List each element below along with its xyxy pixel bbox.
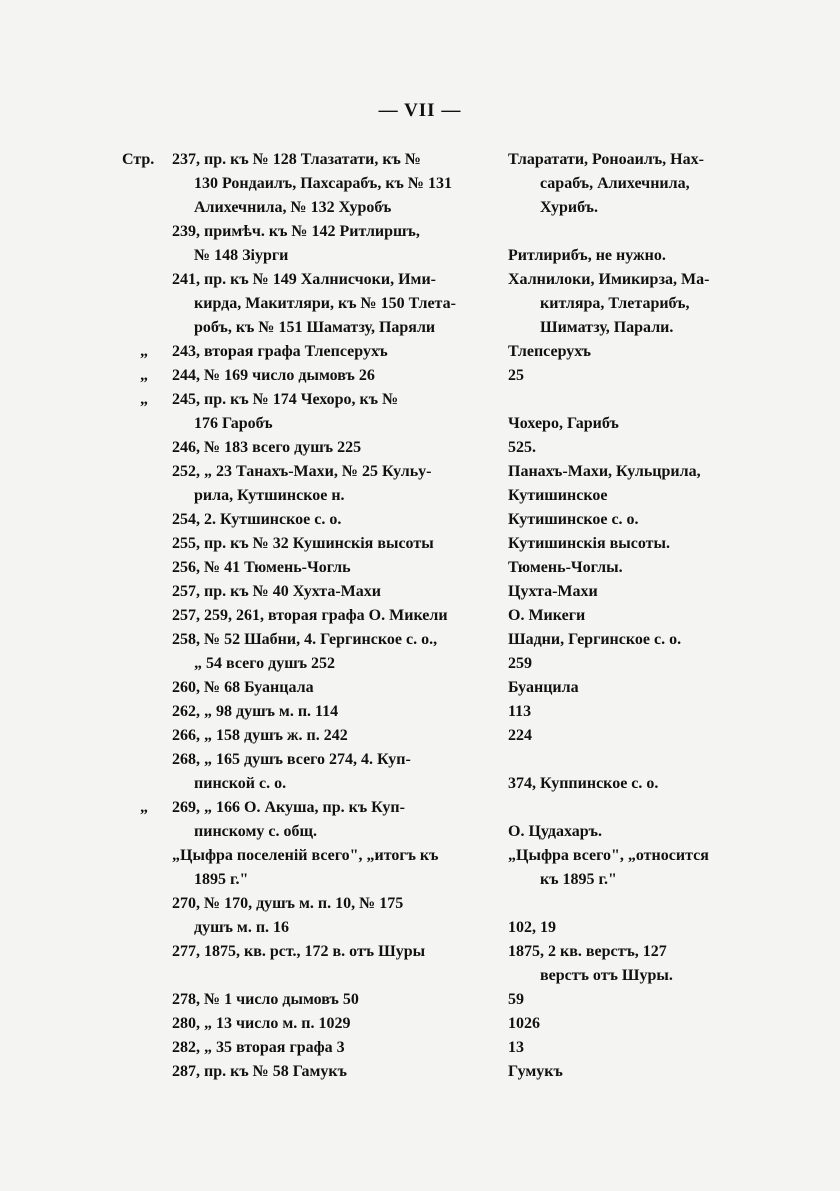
errata-reference: 243, вторая графа Тлепсерухъ xyxy=(172,343,388,360)
errata-row xyxy=(0,724,840,748)
errata-row xyxy=(0,604,840,628)
errata-reference: 244, № 169 число дымовъ 26 xyxy=(172,367,375,384)
ditto-mark: „ xyxy=(140,391,148,408)
errata-correction: къ 1895 г." xyxy=(540,871,617,888)
errata-reference: 241, пр. къ № 149 Халнисчоки, Ими- xyxy=(172,271,436,288)
errata-reference: пинскому с. общ. xyxy=(194,823,317,840)
errata-row xyxy=(0,556,840,580)
errata-correction: Панахъ-Махи, Кульцрила, xyxy=(508,463,701,480)
ditto-mark: „ xyxy=(140,343,148,360)
errata-correction: 102, 19 xyxy=(508,919,556,936)
errata-reference: 277, 1875, кв. рст., 172 в. отъ Шуры xyxy=(172,943,426,960)
errata-correction: 525. xyxy=(508,439,536,456)
errata-reference: душъ м. п. 16 xyxy=(194,919,290,936)
errata-reference: 254, 2. Кутшинское с. о. xyxy=(172,511,342,528)
errata-reference: 257, пр. къ № 40 Хухта-Махи xyxy=(172,583,381,600)
errata-reference: 270, № 170, душъ м. п. 10, № 175 xyxy=(172,895,404,912)
errata-row xyxy=(0,388,840,412)
errata-row xyxy=(0,220,840,244)
errata-reference: 262, „ 98 душъ м. п. 114 xyxy=(172,703,339,720)
errata-reference: 278, № 1 число дымовъ 50 xyxy=(172,991,359,1008)
errata-row xyxy=(0,268,840,292)
errata-correction: Шиматзу, Парали. xyxy=(540,319,674,336)
errata-reference: „ 54 всего душъ 252 xyxy=(194,655,336,672)
errata-row xyxy=(0,652,840,676)
errata-row xyxy=(0,580,840,604)
errata-row xyxy=(0,844,840,868)
errata-row xyxy=(0,868,840,892)
errata-row xyxy=(0,196,840,220)
errata-row xyxy=(0,1012,840,1036)
ditto-mark: „ xyxy=(140,367,148,384)
errata-row xyxy=(0,748,840,772)
errata-reference: 282, „ 35 вторая графа 3 xyxy=(172,1039,345,1056)
errata-correction: 59 xyxy=(508,991,524,1008)
errata-correction: Ритлирибъ, не нужно. xyxy=(508,247,666,264)
errata-correction: Халнилоки, Имикирза, Ма- xyxy=(508,271,710,288)
errata-correction: 113 xyxy=(508,703,532,720)
errata-row xyxy=(0,172,840,196)
errata-reference: пинской с. о. xyxy=(194,775,287,792)
errata-reference: 176 Гаробъ xyxy=(194,415,273,432)
errata-row xyxy=(0,1036,840,1060)
errata-reference: 245, пр. къ № 174 Чехоро, къ № xyxy=(172,391,399,408)
errata-row xyxy=(0,148,840,172)
errata-correction: О. Микеги xyxy=(508,607,586,624)
errata-correction: „Цыфра всего", „относится xyxy=(508,847,709,864)
errata-reference: 237, пр. къ № 128 Тлазатати, къ № xyxy=(172,151,421,168)
errata-row xyxy=(0,892,840,916)
errata-reference: рила, Кутшинское н. xyxy=(194,487,345,504)
errata-reference: 255, пр. къ № 32 Кушинскія высоты xyxy=(172,535,434,552)
errata-reference: робъ, къ № 151 Шаматзу, Паряли xyxy=(194,319,436,336)
errata-correction: Тларатати, Роноаилъ, Нах- xyxy=(508,151,704,168)
errata-row xyxy=(0,460,840,484)
errata-correction: Чохеро, Гарибъ xyxy=(508,415,619,432)
errata-row xyxy=(0,316,840,340)
errata-correction: О. Цудахаръ. xyxy=(508,823,602,840)
errata-row xyxy=(0,676,840,700)
errata-row xyxy=(0,364,840,388)
errata-row xyxy=(0,940,840,964)
errata-reference: „Цыфра поселеній всего", „итогъ къ xyxy=(172,847,439,864)
errata-correction: 259 xyxy=(508,655,532,672)
errata-reference: 266, „ 158 душъ ж. п. 242 xyxy=(172,727,348,744)
errata-correction: Шадни, Гергинское с. о. xyxy=(508,631,682,648)
errata-correction: верстъ отъ Шуры. xyxy=(540,967,673,984)
errata-row xyxy=(0,436,840,460)
errata-row xyxy=(0,508,840,532)
errata-correction: Хурибъ. xyxy=(540,199,598,216)
errata-correction: 374, Куппинское с. о. xyxy=(508,775,659,792)
errata-row xyxy=(0,964,840,988)
errata-reference: кирда, Макитляри, къ № 150 Тлета- xyxy=(194,295,456,312)
errata-reference: 239, примѣч. къ № 142 Ритлиршъ, xyxy=(172,223,420,240)
errata-reference: Алихечнила, № 132 Хуробъ xyxy=(194,199,392,216)
errata-reference: 287, пр. къ № 58 Гамукъ xyxy=(172,1063,347,1080)
errata-row xyxy=(0,1060,840,1084)
errata-correction: сарабъ, Алихечнила, xyxy=(540,175,690,192)
errata-reference: 268, „ 165 душъ всего 274, 4. Куп- xyxy=(172,751,411,768)
errata-correction: Гумукъ xyxy=(508,1063,563,1080)
errata-row xyxy=(0,820,840,844)
errata-row xyxy=(0,916,840,940)
errata-reference: 130 Рондаилъ, Пахсарабъ, къ № 131 xyxy=(194,175,452,192)
page-number: — VII — xyxy=(378,100,462,121)
errata-correction: Тлепсерухъ xyxy=(508,343,591,360)
errata-reference: № 148 Зіурги xyxy=(194,247,289,264)
errata-correction: Цухта-Махи xyxy=(508,583,598,600)
errata-reference: 260, № 68 Буанцала xyxy=(172,679,314,696)
errata-correction: 25 xyxy=(508,367,524,384)
errata-reference: 252, „ 23 Танахъ-Махи, № 25 Кульу- xyxy=(172,463,432,480)
errata-row xyxy=(0,628,840,652)
errata-row xyxy=(0,292,840,316)
errata-correction: Буанцила xyxy=(508,679,579,696)
errata-row xyxy=(0,412,840,436)
errata-row xyxy=(0,340,840,364)
errata-correction: китляра, Тлетарибъ, xyxy=(540,295,690,312)
errata-correction: 224 xyxy=(508,727,532,744)
errata-correction: Кутишинскія высоты. xyxy=(508,535,671,552)
errata-reference: 246, № 183 всего душъ 225 xyxy=(172,439,362,456)
errata-row xyxy=(0,244,840,268)
errata-reference: 280, „ 13 число м. п. 1029 xyxy=(172,1015,351,1032)
errata-correction: 13 xyxy=(508,1039,524,1056)
errata-reference: 269, „ 166 О. Акуша, пр. къ Куп- xyxy=(172,799,405,816)
errata-row xyxy=(0,532,840,556)
errata-row xyxy=(0,796,840,820)
errata-row xyxy=(0,484,840,508)
ditto-mark: „ xyxy=(140,799,148,816)
errata-row xyxy=(0,772,840,796)
errata-correction: Кутишинское xyxy=(508,487,608,504)
errata-reference: 256, № 41 Тюмень-Чогль xyxy=(172,559,351,576)
errata-correction: Кутишинское с. о. xyxy=(508,511,639,528)
errata-correction: 1875, 2 кв. верстъ, 127 xyxy=(508,943,667,960)
page-prefix: Стр. xyxy=(122,151,155,168)
errata-list xyxy=(0,148,840,1084)
errata-reference: 1895 г." xyxy=(194,871,249,888)
errata-correction: 1026 xyxy=(508,1015,540,1032)
errata-row xyxy=(0,988,840,1012)
errata-row xyxy=(0,700,840,724)
errata-correction: Тюмень-Чоглы. xyxy=(508,559,623,576)
errata-reference: 257, 259, 261, вторая графа О. Микели xyxy=(172,607,448,624)
errata-reference: 258, № 52 Шабни, 4. Гергинское с. о., xyxy=(172,631,438,648)
